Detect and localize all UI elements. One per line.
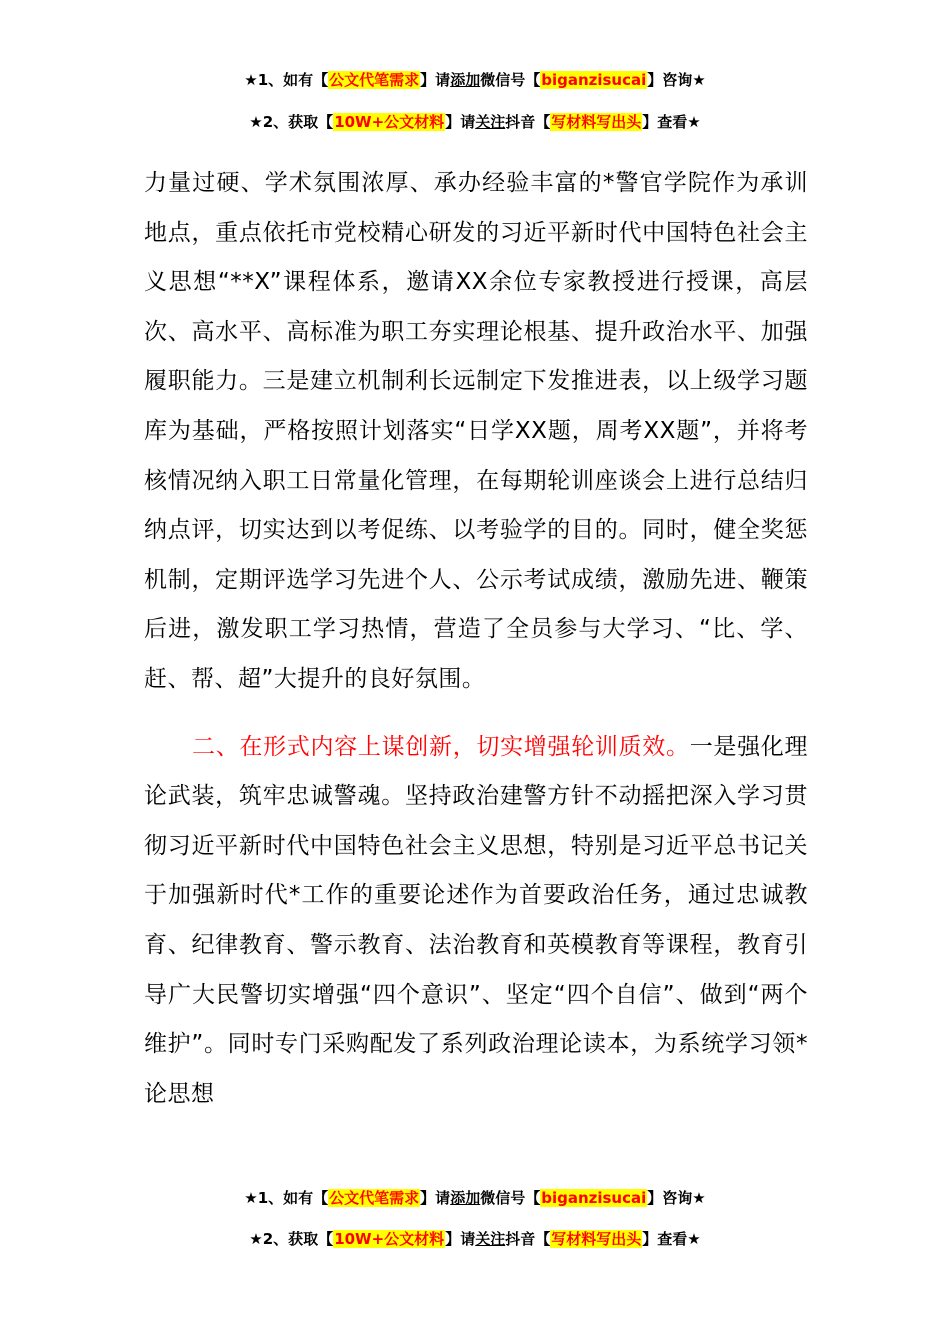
notice-prefix: ★2、获取【 [249,113,334,131]
underlined-action: 关注 [475,1230,506,1248]
highlight-wechat-id: biganzisucai [541,71,647,89]
underlined-action: 关注 [475,113,506,131]
notice-suffix: 】查看★ [642,113,701,131]
notice-text: 】请 [445,113,476,131]
notice-text: 微信号【 [480,1189,541,1207]
notice-text: 抖音【 [505,1230,551,1248]
highlight-douyin-id: 写材料写出头 [551,113,642,131]
notice-text: 】请 [445,1230,476,1248]
footer-notice-line-2 [0,1228,950,1250]
notice-suffix: 】查看★ [642,1230,701,1248]
highlight-douyin-id: 写材料写出头 [551,1230,642,1248]
highlight-service: 公文代笔需求 [329,71,420,89]
notice-text: 抖音【 [505,113,551,131]
notice-text: 】请 [420,1189,451,1207]
notice-text: 】请 [420,71,451,89]
notice-text: 微信号【 [480,71,541,89]
section-text: 一是强化理论武装，筑牢忠诚警魂。坚持政治建警方针不动摇把深入学习贯彻习近平新时代中国特色社会主义思想，特别是习近平总书记关于加强新时代*工作的重要论述作为首要政治任务，通过忠诚教育、纪律教育、警示教育、法治教育和英模教育等课程，教育引导广大民警切实增强“四个意识”、坚定“四个自信”、做到“两个维护”。同时专门采购配发了系列政治理论读本，为系统学习领*论思想 [144,733,809,1107]
notice-suffix: 】咨询★ [647,1189,706,1207]
highlight-wechat-id: biganzisucai [541,1189,647,1207]
underlined-action: 添加 [450,71,481,89]
highlight-materials: 10W+公文材料 [334,1230,445,1248]
underlined-action: 添加 [450,1189,481,1207]
notice-prefix: ★1、如有【 [244,1189,329,1207]
footer-notice-line-1 [0,1187,950,1209]
body-paragraph-1: 力量过硬、学术氛围浓厚、承办经验丰富的*警官学院作为承训地点，重点依托市党校精心研发的习近平新时代中国特色社会主义思想“**X”课程体系，邀请XX余位专家教授进行授课，高层次、高水平、高标准为职工夯实理论根基、提升政治水平、加强履职能力。三是建立机制利长远制定下发推进表，以上级学习题库为基础，严格按照计划落实“日学XX题，周考XX题”，并将考核情况纳入职工日常量化管理，在每期轮训座谈会上进行总结归纳点评，切实达到以考促练、以考验学的目的。同时，健全奖惩机制，定期评选学习先进个人、公示考试成绩，激励先进、鞭策后进，激发职工学习热情，营造了全员参与大学习、“比、学、赶、帮、超”大提升的良好氛围。 [144,170,808,692]
notice-suffix: 】咨询★ [647,71,706,89]
header-notice-line-2 [0,111,950,133]
section-heading: 二、在形式内容上谋创新，切实增强轮训质效。 [192,733,690,760]
notice-prefix: ★1、如有【 [244,71,329,89]
header-notice-line-1 [0,69,950,91]
highlight-service: 公文代笔需求 [329,1189,420,1207]
notice-prefix: ★2、获取【 [249,1230,334,1248]
document-body [144,159,808,1119]
body-paragraph-2 [144,723,808,1120]
highlight-materials: 10W+公文材料 [334,113,445,131]
